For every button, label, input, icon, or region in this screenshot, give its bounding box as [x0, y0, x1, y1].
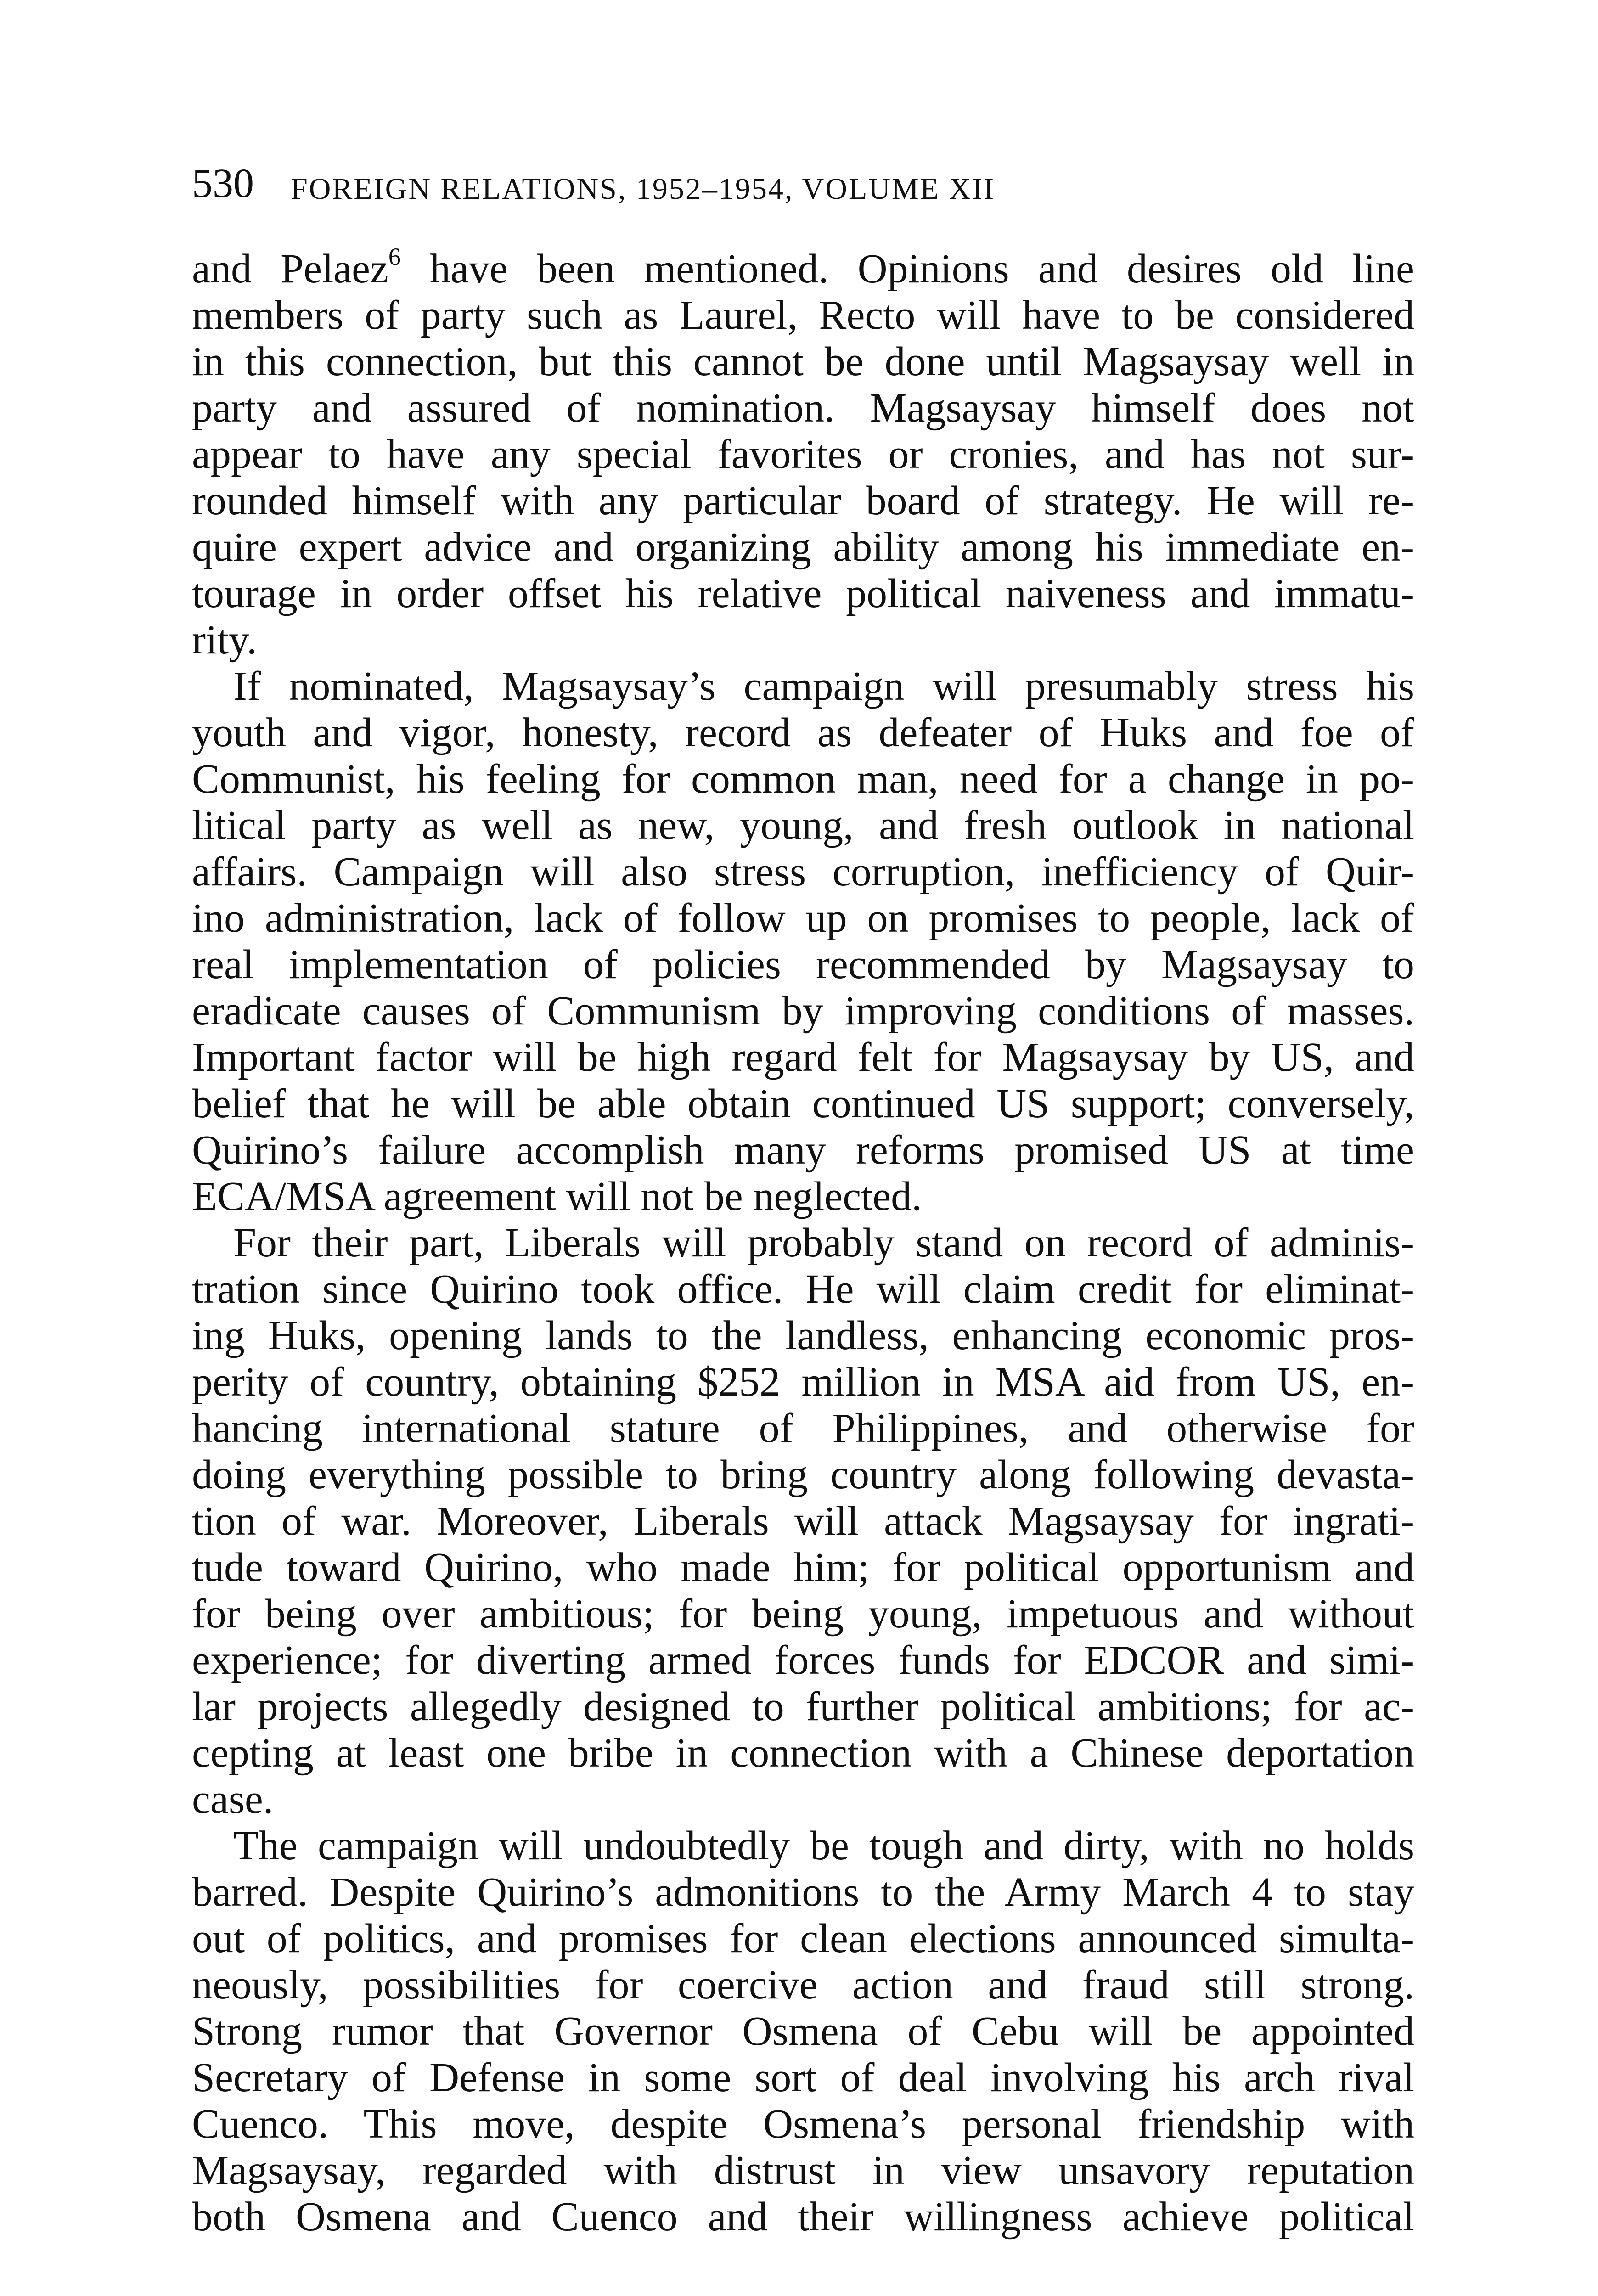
- text-line: members of party such as Laurel, Recto will have to be considered: [192, 293, 1414, 338]
- text-line: litical party as well as new, young, and fresh outlook in national: [192, 803, 1414, 848]
- body-text: [192, 243, 1414, 2240]
- text-line: perity of country, obtaining $252 million in MSA aid from US, en-: [192, 1359, 1414, 1405]
- text-line: hancing international stature of Philippines, and otherwise for: [192, 1406, 1414, 1451]
- text-line: real implementation of policies recommended by Magsaysay to: [192, 942, 1414, 987]
- text-line: barred. Despite Quirino’s admonitions to the Army March 4 to stay: [192, 1869, 1414, 1915]
- text-line: tude toward Quirino, who made him; for political opportunism and: [192, 1545, 1414, 1590]
- text-line: lar projects allegedly designed to further political ambitions; for ac-: [192, 1684, 1414, 1729]
- text-line: doing everything possible to bring country along following devasta-: [192, 1452, 1414, 1497]
- text-line: Cuenco. This move, despite Osmena’s personal friendship with: [192, 2101, 1414, 2147]
- text-line: party and assured of nomination. Magsaysay himself does not: [192, 385, 1414, 431]
- text-line: ing Huks, opening lands to the landless, enhancing economic pros-: [192, 1313, 1414, 1358]
- text-line: ino administration, lack of follow up on promises to people, lack of: [192, 895, 1414, 941]
- text-line: tration since Quirino took office. He will claim credit for eliminat-: [192, 1266, 1414, 1312]
- text-line: Quirino’s failure accomplish many reforms promised US at time: [192, 1127, 1414, 1173]
- text-line: Strong rumor that Governor Osmena of Cebu will be appointed: [192, 2009, 1414, 2054]
- text-line: cepting at least one bribe in connection with a Chinese deportation: [192, 1730, 1414, 1776]
- text-line: out of politics, and promises for clean elections announced simulta-: [192, 1916, 1414, 1961]
- paragraph-start: If nominated, Magsaysay’s campaign will presumably stress his: [233, 664, 1414, 709]
- text-line: ECA/MSA agreement will not be neglected.: [192, 1174, 922, 1219]
- text-line: rounded himself with any particular board of strategy. He will re-: [192, 478, 1414, 523]
- text-line: youth and vigor, honesty, record as defeater of Huks and foe of: [192, 710, 1414, 755]
- text-line: rity.: [192, 617, 257, 663]
- text-line: belief that he will be able obtain continued US support; conversely,: [192, 1081, 1414, 1126]
- text-line: for being over ambitious; for being young, impetuous and without: [192, 1591, 1414, 1637]
- text-line: and Pelaez$^6$ have been mentioned. Opinions and desires old line: [192, 243, 1414, 292]
- text-line: neously, possibilities for coercive action and fraud still strong.: [192, 1962, 1414, 2008]
- text-line: Important factor will be high regard felt for Magsaysay by US, and: [192, 1035, 1414, 1080]
- text-line: appear to have any special favorites or cronies, and has not sur-: [192, 432, 1414, 477]
- text-line: both Osmena and Cuenco and their willingness achieve political: [192, 2194, 1414, 2240]
- running-head: FOREIGN RELATIONS, 1952–1954, VOLUME XII: [291, 172, 996, 206]
- footnote-reference: 6: [388, 243, 401, 271]
- text-line: tion of war. Moreover, Liberals will attack Magsaysay for ingrati-: [192, 1498, 1414, 1544]
- text-line: affairs. Campaign will also stress corruption, inefficiency of Quir-: [192, 849, 1414, 895]
- text-line: quire expert advice and organizing ability among his immediate en-: [192, 524, 1414, 570]
- text-line: tourage in order offset his relative political naiveness and immatu-: [192, 571, 1414, 616]
- text-line: case.: [192, 1777, 274, 1822]
- text-line: experience; for diverting armed forces funds for EDCOR and simi-: [192, 1638, 1414, 1683]
- text-line: eradicate causes of Communism by improving conditions of masses.: [192, 988, 1414, 1034]
- page-number: 530: [192, 161, 254, 206]
- text-line: in this connection, but this cannot be done until Magsaysay well in: [192, 339, 1414, 384]
- paragraph-start: For their part, Liberals will probably stand on record of adminis-: [233, 1220, 1414, 1266]
- paragraph-start: The campaign will undoubtedly be tough and dirty, with no holds: [233, 1823, 1414, 1868]
- page-header: [192, 161, 1413, 216]
- text-line: Communist, his feeling for common man, need for a change in po-: [192, 756, 1414, 802]
- text-line: Secretary of Defense in some sort of deal involving his arch rival: [192, 2055, 1414, 2100]
- text-line: Magsaysay, regarded with distrust in view unsavory reputation: [192, 2148, 1414, 2193]
